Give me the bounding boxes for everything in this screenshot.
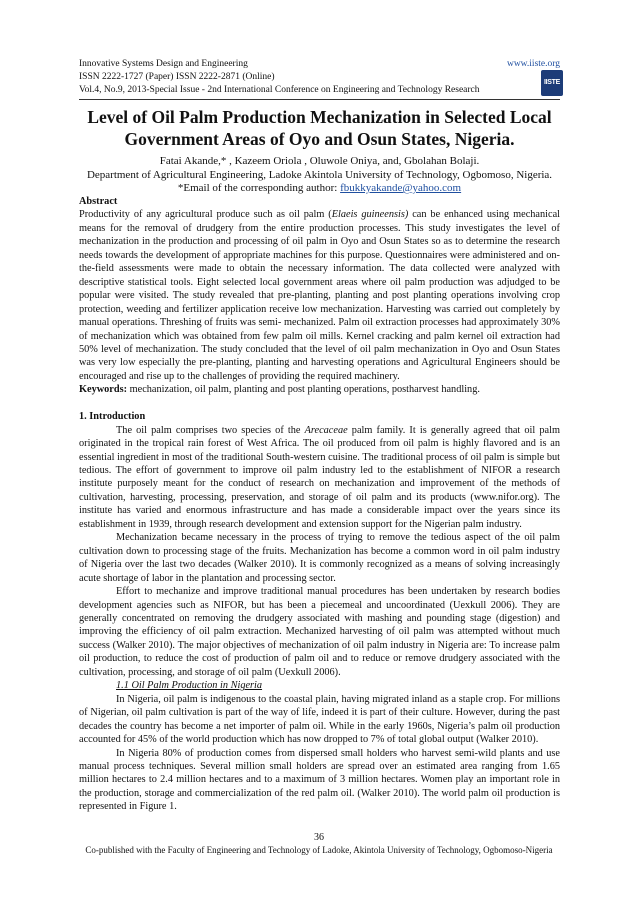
abstract-text-part1: Productivity of any agricultural produce such as oil palm ( <box>79 209 332 221</box>
abstract-species-name: Elaeis guineensis) <box>331 209 409 221</box>
abstract-heading: Abstract <box>79 196 118 207</box>
journal-website-link[interactable]: www.iiste.org <box>506 59 560 69</box>
header-divider <box>79 99 560 100</box>
abstract-text <box>79 208 560 383</box>
section-heading-introduction: 1. Introduction <box>79 411 146 423</box>
intro-p1-part1: The oil palm comprises two species of the <box>116 424 305 436</box>
author-names: Fatai Akande,* , Kazeem Oriola , Oluwole Oniya, and, Gbolahan Bolaji. <box>159 155 480 167</box>
intro-paragraph-5: In Nigeria 80% of production comes from dispersed small holders who harvest semi-wild plants and use manual process techniques. Several million small holders are spread over an estimated area ranging from 1.65 million hectares to 2.4 million hectares and to a maximum of 3 million hectares. Women play an important role in the production, storage and commercialization of the red palm oil. (Walker 2010). The world palm oil production is represented in Figure 1. <box>79 747 560 813</box>
keywords-line <box>79 383 560 396</box>
intro-paragraph-1 <box>79 424 560 532</box>
intro-p1-part2: palm family. It is generally agreed that oil palm originated in the tropical rain forest of West Africa. The oil produced from oil palm is highly flavored and is an essential ingredient in most of the traditional South-western cuisine. The traditional process of oil palm is simple but tedious. The effort of government to improve oil palm industry led to the establishment of NIFOR a research institute purposely meant for the conduct of research on mechanization and improvement of the methods of cultivation, harvesting, processing, preservation, and storage of oil palm and its products (www.nifor.org). The institute has varied and enormous infrastructure and has made a considerable impact over the years since its establishment in 1939, through research development and extension support for the Nigerian palm industry. <box>79 424 561 530</box>
intro-paragraph-4: In Nigeria, oil palm is indigenous to the coastal plain, having migrated inland as a staple crop. For millions of Nigerian, oil palm cultivation is part of the way of life, indeed it is part of their culture. However, during the past decades the country has become a net importer of palm oil. While in the early 1960s, Nigeria’s palm oil production accounted for 45% of the world production which has now dropped to 7% of total global output (Walker 2010). <box>79 693 560 746</box>
subsection-heading: 1.1 Oil Palm Production in Nigeria <box>116 680 263 692</box>
journal-header <box>79 58 560 71</box>
author-affiliation: Department of Agricultural Engineering, Ladoke Akintola University of Technology, Ogbomoso, Nigeria. <box>86 168 553 181</box>
intro-p1-family-name: Arecaceae <box>304 424 348 436</box>
page-number: 36 <box>314 832 324 843</box>
email-link[interactable]: fbukkyakande@yahoo.com <box>340 182 462 194</box>
footer-note: Co-published with the Faculty of Engineering and Technology of Ladoke, Akintola University of Technology, Ogbomoso-Nigeria <box>85 845 553 855</box>
email-prefix: *Email of the corresponding author: <box>177 182 341 194</box>
issn-line: ISSN 2222-1727 (Paper) ISSN 2222-2871 (Online) <box>79 72 275 82</box>
intro-paragraph-3: Effort to mechanize and improve traditional manual procedures has been undertaken by research bodies development agencies such as NIFOR, but has been a piecemeal and uncoordinated (Uexkull 2006). They are generally concentrated on removing the drudgery associated with mashing and pounding stage (digestion) and improving the efficiency of oil palm extraction. Mechanized harvesting of oil palm was attempted without much success (Walker 2010). The major objectives of mechanization of oil palm industry in Nigeria are: To increase palm oil production, to reduce the cost of production of palm oil and to reduce or remove drudgery associated with the cultivation, processing, and storage of oil palm (Uexkull 2006). <box>79 586 560 678</box>
issue-line: Vol.4, No.9, 2013-Special Issue - 2nd International Conference on Engineering and Technology Research <box>79 85 480 95</box>
keywords-text: mechanization, oil palm, planting and post planting operations, postharvest handling. <box>127 384 480 396</box>
corresponding-email <box>70 182 569 196</box>
abstract-text-part2: can be enhanced using mechanical means for the removal of drudgery from the entire production processes. This study investigates the level of mechanization in the production and processing of oil palm in Oyo and Osun States so as to determine the research needs towards the development of appropriate machines for this purpose. Questionnaires were administered and on-the-field assessments were made to obtain the necessary information. The data collected were analyzed with descriptive statistical tools. Eight selected local government areas where oil palm production was adjudged to be popular were visited. The study revealed that pre-planting, planting and post planting operations involving crop protection, weeding and fertilizer application receive low mechanization. Harvesting was carried out completely by manual operations. Threshing of fruits was semi- mechanized. Palm oil extraction processes had approximately 30% of mechanization which was obtained from few palm oil mills. Kernel cracking and palm kernel oil extraction had 50% level of mechanization. The study concluded that the level of oil palm mechanization in Oyo and Osun States was very low especially the pre-planting, planting and harvesting operations and Agricultural Engineers should be encouraged and rise up to the challenges of providing the required machinery. <box>79 209 561 382</box>
paper-title: Level of Oil Palm Production Mechanization in Selected Local Government Areas of Oyo and Osun States, Nigeria. <box>87 107 552 149</box>
intro-paragraph-2: Mechanization became necessary in the process of trying to remove the tedious aspect of the oil palm cultivation down to processing stage of the fruits. Mechanization has become a common word in oil palm industry of Nigeria over the last two decades (Walker 2010). It is commonly recognized as a means of solving increasingly acute shortage of labor in the plantation and processing sector. <box>79 532 560 584</box>
journal-name: Innovative Systems Design and Engineering <box>79 59 248 69</box>
author-block <box>70 155 569 196</box>
iiste-logo: IISTE <box>541 70 563 96</box>
keywords-label: Keywords: <box>79 384 128 396</box>
spacer <box>79 397 560 410</box>
paper-body <box>79 195 560 814</box>
